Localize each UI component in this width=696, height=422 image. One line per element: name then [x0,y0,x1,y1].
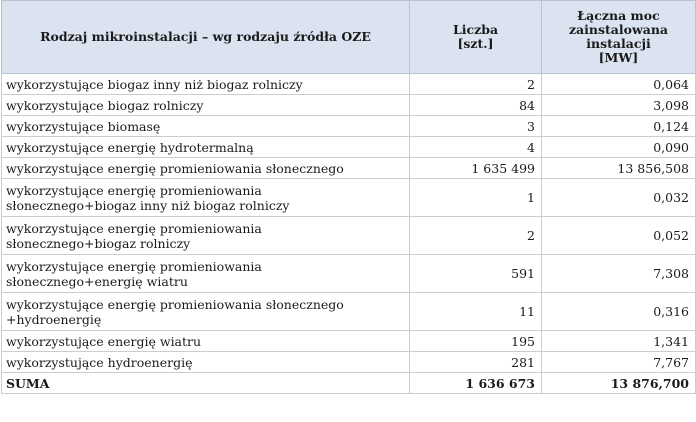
table-row [2,116,696,137]
header-type-text: Rodzaj mikroinstalacji – wg rodzaju źródła OZE [40,29,371,44]
row-count: 1 635 499 [410,158,542,179]
row-count: 591 [410,255,542,293]
row-label: wykorzystujące energię wiatru [2,331,410,352]
table-row [2,217,696,255]
row-label: wykorzystujące energię promieniowania słonecznego +hydroenergię [2,293,410,331]
header-power-line: Łączna moc [577,8,660,23]
table-row [2,331,696,352]
header-power [542,1,696,74]
header-count-line: [szt.] [457,36,494,51]
row-count: 281 [410,352,542,373]
row-power: 3,098 [542,95,696,116]
row-power: 13 856,508 [542,158,696,179]
header-count-line: Liczba [452,22,499,37]
row-power: 0,124 [542,116,696,137]
row-power: 0,064 [542,74,696,95]
row-power: 0,052 [542,217,696,255]
header-type [2,1,410,74]
row-count: 2 [410,217,542,255]
row-count: 4 [410,137,542,158]
row-count: 195 [410,331,542,352]
row-count: 84 [410,95,542,116]
table-row [2,293,696,331]
table-row [2,352,696,373]
total-count: 1 636 673 [410,373,542,394]
header-row [2,1,696,74]
header-power-line: instalacji [586,36,651,51]
header-power-line: [MW] [598,50,639,65]
row-count: 3 [410,116,542,137]
row-label: wykorzystujące energię promieniowania słonecznego+energię wiatru [2,255,410,293]
row-label: wykorzystujące biogaz rolniczy [2,95,410,116]
row-label: wykorzystujące energię promieniowania słonecznego [2,158,410,179]
header-count [410,1,542,74]
table-row [2,74,696,95]
table-row [2,95,696,116]
header-power-line: zainstalowana [568,22,669,37]
row-count: 2 [410,74,542,95]
row-count: 1 [410,179,542,217]
table-row [2,255,696,293]
table-row [2,158,696,179]
total-row [2,373,696,394]
oze-microinstallations-table [1,0,696,394]
row-label: wykorzystujące hydroenergię [2,352,410,373]
row-count: 11 [410,293,542,331]
table-row [2,137,696,158]
total-label: SUMA [2,373,410,394]
row-power: 7,767 [542,352,696,373]
table-row [2,179,696,217]
row-power: 0,316 [542,293,696,331]
row-power: 0,032 [542,179,696,217]
row-power: 7,308 [542,255,696,293]
row-power: 1,341 [542,331,696,352]
row-label: wykorzystujące biogaz inny niż biogaz rolniczy [2,74,410,95]
row-label: wykorzystujące energię promieniowania słonecznego+biogaz inny niż biogaz rolniczy [2,179,410,217]
row-label: wykorzystujące energię hydrotermalną [2,137,410,158]
row-label: wykorzystujące biomasę [2,116,410,137]
total-power: 13 876,700 [542,373,696,394]
row-label: wykorzystujące energię promieniowania słonecznego+biogaz rolniczy [2,217,410,255]
row-power: 0,090 [542,137,696,158]
